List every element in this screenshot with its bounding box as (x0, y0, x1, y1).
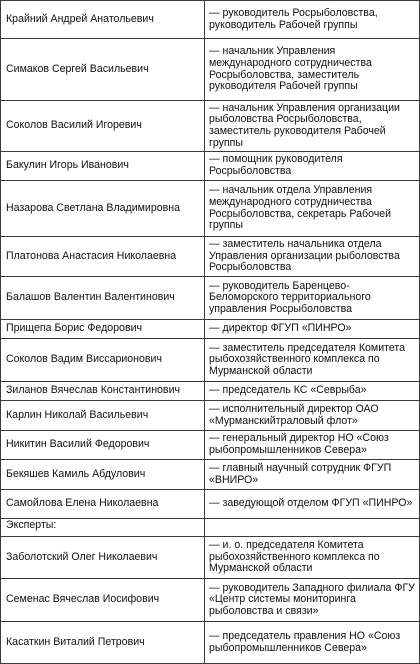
person-name: Назарова Светлана Владимировна (1, 181, 205, 237)
table-row (1, 339, 420, 382)
person-name: Заболотский Олег Николаевич (1, 537, 205, 579)
person-role: — руководитель Баренцево-Беломорского территориального управления Росрыболовства (205, 277, 420, 320)
person-role: — заведующой отделом ФГУП «ПИНРО» (205, 490, 420, 519)
person-name: Крайний Андрей Анатольевич (1, 1, 205, 39)
person-name: Симаков Сергей Васильевич (1, 39, 205, 101)
table-row (1, 152, 420, 181)
table-row (1, 39, 420, 101)
table-row (1, 237, 420, 277)
person-role: — исполнительный директор ОАО «Мурманскийтраловый флот» (205, 401, 420, 431)
table-row (1, 579, 420, 622)
table-row (1, 622, 420, 664)
person-role: — председатель КС «Севрыба» (205, 382, 420, 401)
person-role: — заместитель председателя Комитета рыбохозяйственного комплекса по Мурманской области (205, 339, 420, 382)
person-name: Прищепа Борис Федорович (1, 320, 205, 339)
person-role: — главный научный сотрудник ФГУП «ВНИРО» (205, 460, 420, 490)
person-role: — и. о. председателя Комитета рыбохозяйственного комплекса по Мурманской области (205, 537, 420, 579)
person-name: Карлин Николай Васильевич (1, 401, 205, 431)
person-role: — помощник руководителя Росрыболовства (205, 152, 420, 181)
table-row (1, 460, 420, 490)
person-name: Бакулин Игорь Иванович (1, 152, 205, 181)
table-row (1, 431, 420, 460)
person-name: Касаткин Виталий Петрович (1, 622, 205, 664)
section-label: Эксперты: (1, 519, 205, 537)
table-row (1, 320, 420, 339)
person-role: — начальник Управления международного сотрудничества Росрыболовства, заместитель руководителя Рабочей группы (205, 39, 420, 101)
table-row (1, 382, 420, 401)
person-name: Бекяшев Камиль Абдулович (1, 460, 205, 490)
table-row (1, 277, 420, 320)
person-role: — генеральный директор НО «Союз рыбопромышленников Севера» (205, 431, 420, 460)
table-row (1, 1, 420, 39)
table-row (1, 490, 420, 519)
participants-table-body (1, 1, 420, 664)
person-name: Зиланов Вячеслав Константинович (1, 382, 205, 401)
person-role: — председатель правления НО «Союз рыбопромышленников Севера» (205, 622, 420, 664)
person-name: Соколов Вадим Виссарионович (1, 339, 205, 382)
table-row (1, 537, 420, 579)
person-name: Балашов Валентин Валентинович (1, 277, 205, 320)
person-name: Платонова Анастасия Николаевна (1, 237, 205, 277)
person-role: — заместитель начальника отдела Управления организации рыболовства Росрыболовства (205, 237, 420, 277)
person-role: — руководитель Росрыболовства, руководитель Рабочей группы (205, 1, 420, 39)
person-name: Самойлова Елена Николаевна (1, 490, 205, 519)
table-row (1, 181, 420, 237)
person-role: — руководитель Западного филиала ФГУ «Центр системы мониторинга рыболовства и связи» (205, 579, 420, 622)
person-role: — начальник отдела Управления международного сотрудничества Росрыболовства, секретарь Рабочей группы (205, 181, 420, 237)
table-row (1, 401, 420, 431)
person-name: Семенас Вячеслав Иосифович (1, 579, 205, 622)
person-name: Никитин Василий Федорович (1, 431, 205, 460)
person-name: Соколов Василий Игоревич (1, 101, 205, 152)
person-role (205, 519, 420, 537)
person-role: — начальник Управления организации рыболовства Росрыболовства, заместитель руководителя Рабочей группы (205, 101, 420, 152)
person-role: — директор ФГУП «ПИНРО» (205, 320, 420, 339)
section-row (1, 519, 420, 537)
table-row (1, 101, 420, 152)
